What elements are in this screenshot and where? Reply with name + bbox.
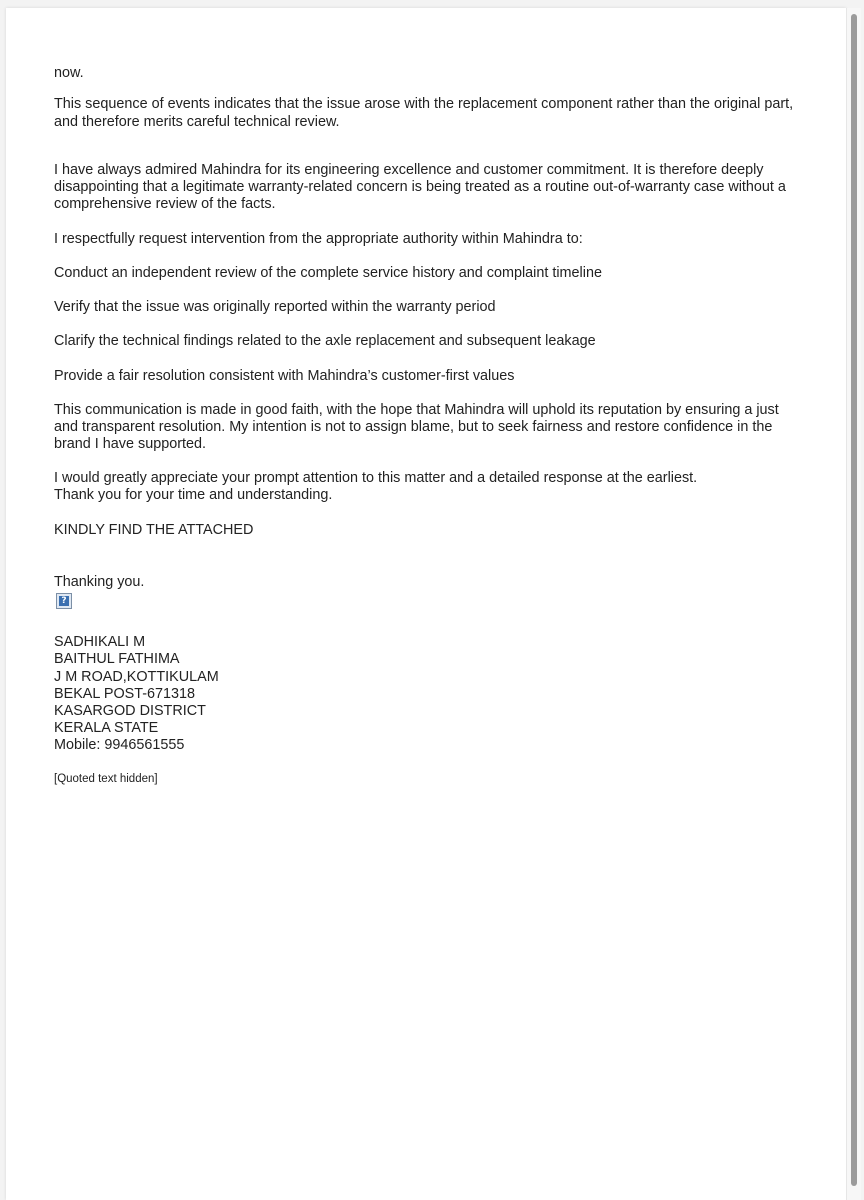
signature-line: BAITHUL FATHIMA — [54, 651, 180, 667]
attachment-note: KINDLY FIND THE ATTACHED — [54, 522, 254, 538]
signature-line: BEKAL POST-671318 — [54, 686, 196, 702]
request-item: Verify that the issue was originally reported within the warranty period — [54, 299, 496, 315]
body-line: I respectfully request intervention from the appropriate authority within Mahindra to: — [54, 231, 583, 247]
signature-line: J M ROAD,KOTTIKULAM — [54, 669, 219, 685]
body-line: brand I have supported. — [54, 436, 207, 452]
closing-line: Thanking you. — [54, 574, 145, 590]
body-line: now. — [54, 65, 84, 81]
missing-image-icon[interactable] — [56, 593, 72, 609]
request-item: Clarify the technical findings related to the axle replacement and subsequent leakage — [54, 333, 596, 349]
quoted-text-toggle[interactable]: [Quoted text hidden] — [54, 773, 158, 785]
request-item: Provide a fair resolution consistent with Mahindra’s customer-first values — [54, 368, 515, 384]
signature-phone: Mobile: 9946561555 — [54, 737, 185, 753]
body-line: This communication is made in good faith, with the hope that Mahindra will uphold its reputation by ensuring a just — [54, 402, 779, 418]
scrollbar-thumb[interactable] — [851, 14, 857, 1186]
signature-line: KERALA STATE — [54, 720, 159, 736]
body-line: disappointing that a legitimate warranty-related concern is being treated as a routine out-of-warranty case without a — [54, 179, 786, 195]
scrollbar[interactable] — [846, 8, 861, 1200]
body-line: comprehensive review of the facts. — [54, 196, 276, 212]
body-line: and transparent resolution. My intention is not to assign blame, but to seek fairness and restore confidence in the — [54, 419, 773, 435]
body-line: I would greatly appreciate your prompt attention to this matter and a detailed response at the earliest. — [54, 470, 698, 486]
body-line: and therefore merits careful technical review. — [54, 114, 340, 130]
request-item: Conduct an independent review of the complete service history and complaint timeline — [54, 265, 602, 281]
signature-line: SADHIKALI M — [54, 634, 146, 650]
body-line: Thank you for your time and understanding. — [54, 487, 333, 503]
body-line: I have always admired Mahindra for its engineering excellence and customer commitment. It is therefore deeply — [54, 162, 764, 178]
signature-line: KASARGOD DISTRICT — [54, 703, 206, 719]
body-line: This sequence of events indicates that the issue arose with the replacement component rather than the original part, — [54, 96, 794, 112]
question-mark-icon: ? — [59, 596, 69, 606]
